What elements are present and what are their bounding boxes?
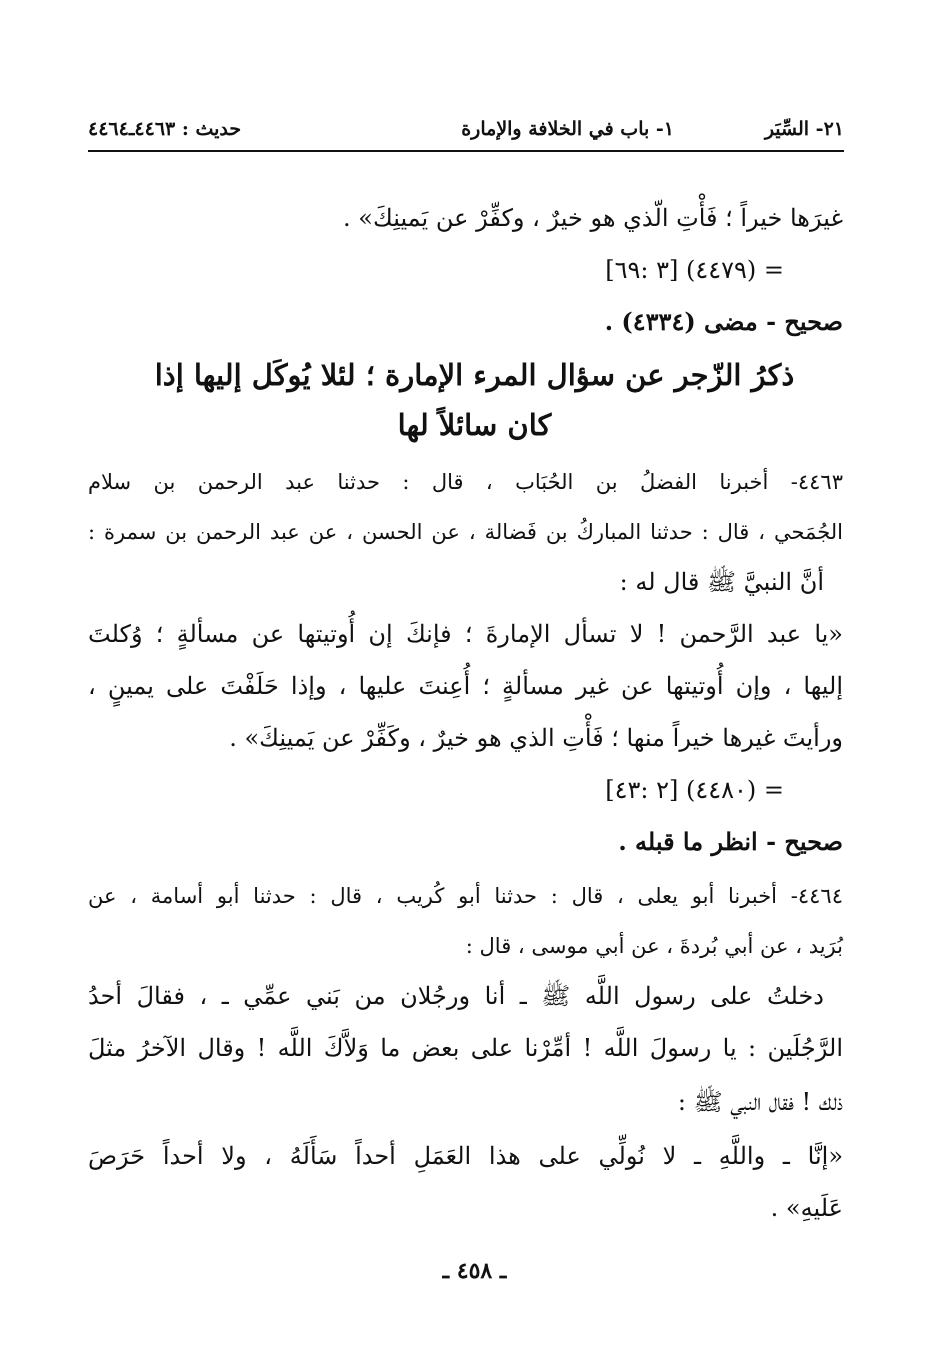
hadith-4464-text: ذلك ! فقال النبي ﷺ : [677,1088,843,1116]
text-line: غيرَها خيراً ؛ فَأْتِ الّذي هو خيرٌ ، وكفِّرْ عن يَمينِكَ» . [343,204,843,232]
running-header [88,112,844,148]
header-divider [88,150,844,152]
hadith-4464-text: دخلتُ على رسول اللَّه ﷺ ـ أنا ورجُلان من بَني عمِّي ـ ، فقالَ أحدُ [88,982,824,1010]
page-number: ـ ٤٥٨ ـ [442,1258,507,1284]
header-hadith-range: حديث : ٤٤٦٣ـ٤٤٦٤ [88,118,242,140]
hadith-4463-text: ورأيتَ غيرها خيراً منها ؛ فَأْتِ الذي هو خيرٌ ، وكَفِّرْ عن يَمينِكَ» . [229,724,843,752]
reference-line: = (٤٤٧٩) [٣ :٦٩] [605,256,784,284]
hadith-4464-text: «إنَّا ـ واللَّهِ ـ لا نُولِّي على هذا العَمَلِ أحداً سَأَلَهُ ، ولا أحداً حَرَصَ [88,1142,843,1170]
hadith-4464-text: عَلَيهِ» . [770,1194,843,1222]
chapter-heading-cont: كان سائلاً لها [397,408,552,442]
hadith-4463-text: أنَّ النبيَّ ﷺ قال له : [619,568,824,596]
hadith-4463-text: «يا عبد الرَّحمن ! لا تسأل الإمارةَ ؛ فإنكَ إن أُوتيتها عن مسألةٍ ؛ وُكلتَ [88,620,843,648]
hadith-4463-isnad: ٤٤٦٣- أخبرنا الفضلُ بن الحُبَاب ، قال : حدثنا عبد الرحمن بن سلام [88,470,843,494]
grading-line: صحيح - مضى (٤٣٣٤) . [604,307,843,336]
header-chapter-title: ١- باب في الخلافة والإمارة [461,118,674,140]
hadith-4464-text: الرَّجُلَين : يا رسولَ اللَّه ! أمِّرْنا على بعض ما وَلاَّكَ اللَّه ! وقال الآخرُ مثلَ [88,1034,843,1062]
reference-line: = (٤٤٨٠) [٢ :٤٣] [605,776,784,804]
grading-line: صحيح - انظر ما قبله . [618,827,843,856]
header-book-title: ٢١- السِّيَر [764,118,844,140]
chapter-heading: ذكرُ الزّجر عن سؤال المرء الإمارة ؛ لئلا يُوكَل إليها إذا [154,358,795,392]
hadith-4464-isnad: ٤٤٦٤- أخبرنا أبو يعلى ، قال : حدثنا أبو كُريب ، قال : حدثنا أبو أسامة ، عن [88,884,843,908]
hadith-4463-isnad-cont: الجُمَحي ، قال : حدثنا المباركُ بن فَضالة ، عن الحسن ، عن عبد الرحمن بن سمرة : [88,520,843,544]
hadith-4463-text: إليها ، وإن أُوتيتها عن غير مسألةٍ ؛ أُعِنتَ عليها ، وإذا حَلَفْتَ على يمينٍ ، [88,672,843,700]
hadith-4464-isnad-cont: بُرَيد ، عن أبي بُردةَ ، عن أبي موسى ، قال : [465,934,843,958]
